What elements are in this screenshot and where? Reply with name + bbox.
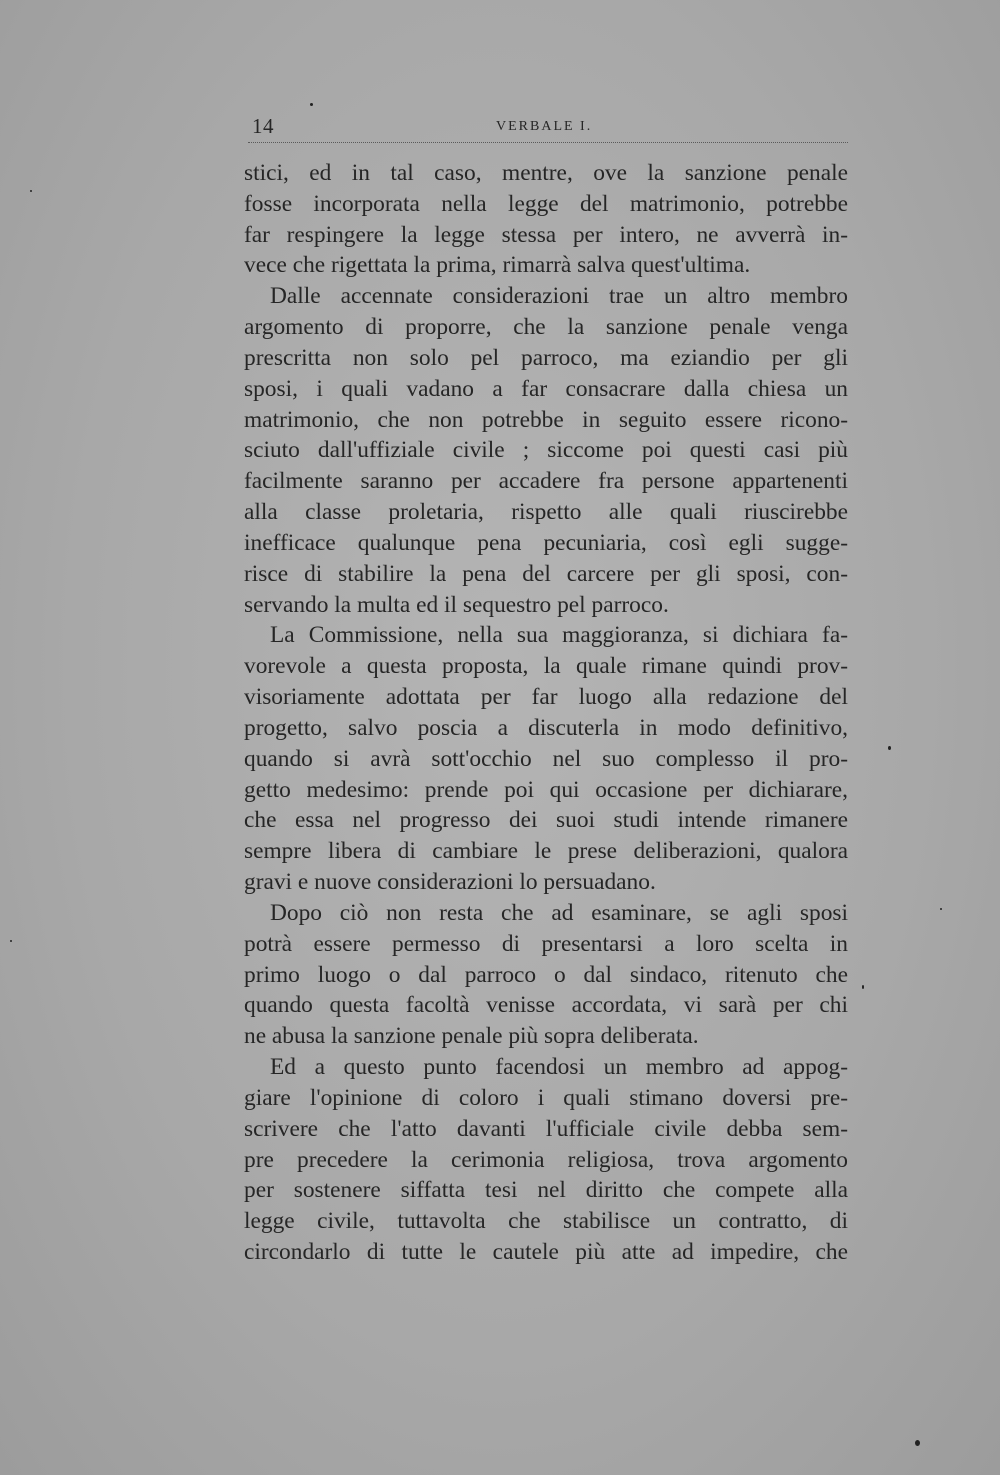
text-line: primo luogo o dal parroco o dal sindaco, ritenuto che [244,961,848,988]
text-line: vece che rigettata la prima, rimarrà salva quest'ultima. [244,252,751,279]
text-line: pre precedere la cerimonia religiosa, trova argomento [244,1146,848,1173]
page-header [248,108,848,143]
ink-speck [862,985,864,989]
text-line: potrà essere permesso di presentarsi a loro scelta in [244,930,848,957]
text-line: scrivere che l'atto davanti l'ufficiale civile debba sem- [244,1115,848,1142]
text-line: circondarlo di tutte le cautele più atte ad impedire, che [244,1238,848,1265]
text-line: ne abusa la sanzione penale più sopra deliberata. [244,1023,699,1050]
text-line: sempre libera di cambiare le prese deliberazioni, qualora [244,838,848,865]
text-line: vorevole a questa proposta, la quale rimane quindi prov- [244,653,848,680]
text-line: inefficace qualunque pena pecuniaria, così egli sugge- [244,529,848,556]
text-line: prescritta non solo pel parroco, ma eziandio per gli [244,344,848,371]
text-line: Dalle accennate considerazioni trae un altro membro [270,283,848,310]
text-line: servando la multa ed il sequestro pel parroco. [244,591,669,618]
text-line: legge civile, tuttavolta che stabilisce un contratto, di [244,1208,848,1235]
ink-speck [30,190,32,192]
text-line: quando si avrà sott'occhio nel suo complesso il pro- [244,745,848,772]
text-line: sposi, i quali vadano a far consacrare dalla chiesa un [244,375,848,402]
text-line: facilmente saranno per accadere fra persone appartenenti [244,468,848,495]
ink-speck [915,1440,920,1446]
text-line: quando questa facoltà venisse accordata, vi sarà per chi [244,992,848,1019]
text-line: matrimonio, che non potrebbe in seguito essere ricono- [244,406,848,433]
text-line: getto medesimo: prende poi qui occasione per dichiarare, [244,776,848,803]
ink-speck [888,746,891,750]
page-number: 14 [252,114,274,138]
text-line: argomento di proporre, che la sanzione penale venga [244,314,848,341]
text-line: alla classe proletaria, rispetto alle quali riuscirebbe [244,499,848,526]
text-line: risce di stabilire la pena del carcere per gli sposi, con- [244,560,848,587]
text-line: Ed a questo punto facendosi un membro ad appog- [270,1054,848,1081]
text-line: sciuto dall'uffiziale civile ; siccome poi questi casi più [244,437,848,464]
text-line: progetto, salvo poscia a discuterla in modo definitivo, [244,714,848,741]
ink-speck [10,940,12,942]
text-line: visoriamente adottata per far luogo alla redazione del [244,684,848,711]
text-line: che essa nel progresso dei suoi studi intende rimanere [244,807,848,834]
ink-speck [940,908,942,910]
text-line: per sostenere siffatta tesi nel diritto che compete alla [244,1177,848,1204]
text-line: stici, ed in tal caso, mentre, ove la sanzione penale [244,160,848,186]
running-title: VERBALE I. [496,119,593,134]
text-line: Dopo ciò non resta che ad esaminare, se agli sposi [270,899,848,926]
text-line: La Commissione, nella sua maggioranza, si dichiara fa- [270,622,848,649]
body-text [244,158,848,1268]
text-line: far respingere la legge stessa per intero, ne avverrà in- [244,221,848,248]
ink-speck [310,103,313,106]
text-line: gravi e nuove considerazioni lo persuadano. [244,869,656,896]
text-line: fosse incorporata nella legge del matrimonio, potrebbe [244,190,848,217]
text-line: giare l'opinione di coloro i quali stimano doversi pre- [244,1084,848,1111]
